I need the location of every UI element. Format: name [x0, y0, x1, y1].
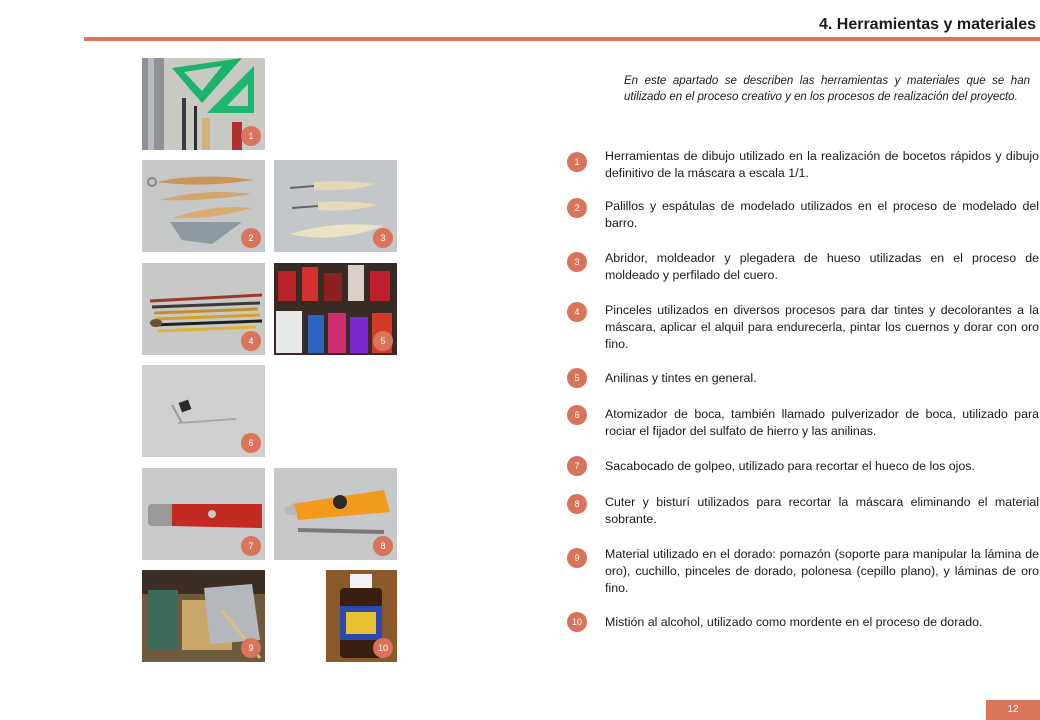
photo-1 [142, 58, 265, 150]
item-number-badge: 7 [567, 456, 587, 476]
photo-8 [274, 468, 397, 560]
item-number-badge: 4 [567, 302, 587, 322]
photo-3 [274, 160, 397, 252]
photo-5 [274, 263, 397, 355]
item-text: Abridor, moldeador y plegadera de hueso utilizadas en el proceso de moldeado y perfilado del cuero. [605, 251, 1039, 282]
header-rule [84, 37, 1040, 41]
item-number-badge: 3 [567, 252, 587, 272]
photo-number-badge: 3 [373, 228, 393, 248]
item-number-badge: 6 [567, 405, 587, 425]
item-number-badge: 10 [567, 612, 587, 632]
item-text: Pinceles utilizados en diversos procesos para dar tintes y decolorantes a la máscara, aplicar el alquil para endurecerla, pintar los cuernos y dorar con oro fino. [605, 303, 1039, 351]
item-text: Palillos y espátulas de modelado utilizados en el proceso de modelado del barro. [605, 199, 1039, 230]
photo-10 [326, 570, 397, 662]
photo-number-badge: 4 [241, 331, 261, 351]
photo-number-badge: 5 [373, 331, 393, 351]
item-text: Atomizador de boca, también llamado pulverizador de boca, utilizado para rociar el fijador del sulfato de hierro y las anilinas. [605, 407, 1039, 438]
item-number-badge: 2 [567, 198, 587, 218]
photo-6 [142, 365, 265, 457]
item-number-badge: 8 [567, 494, 587, 514]
intro-paragraph: En este apartado se describen las herramientas y materiales que se han utilizado en el proceso creativo y en los procesos de realización del proyecto. [624, 75, 1030, 103]
photo-number-badge: 8 [373, 536, 393, 556]
item-text: Anilinas y tintes en general. [605, 371, 757, 385]
photo-number-badge: 10 [373, 638, 393, 658]
item-number-badge: 5 [567, 368, 587, 388]
item-text: Material utilizado en el dorado: pomazón (soporte para manipular la lámina de oro), cuchillo, pinceles de dorado, polonesa (cepillo plano), y láminas de oro fino. [605, 547, 1039, 595]
page-title: 4. Herramientas y materiales [818, 16, 1036, 33]
photo-2 [142, 160, 265, 252]
item-text: Mistión al alcohol, utilizado como mordente en el proceso de dorado. [605, 615, 983, 629]
item-text: Cuter y bisturí utilizados para recortar la máscara eliminando el material sobrante. [605, 495, 1039, 526]
photo-number-badge: 7 [241, 536, 261, 556]
item-number-badge: 1 [567, 152, 587, 172]
photo-9 [142, 570, 265, 662]
photo-number-badge: 6 [241, 433, 261, 453]
photo-7 [142, 468, 265, 560]
item-text: Herramientas de dibujo utilizado en la realización de bocetos rápidos y dibujo definitivo de la máscara a escala 1/1. [605, 149, 1039, 180]
photo-4 [142, 263, 265, 355]
photo-number-badge: 9 [241, 638, 261, 658]
page-number: 12 [986, 700, 1040, 720]
photo-number-badge: 1 [241, 126, 261, 146]
item-number-badge: 9 [567, 548, 587, 568]
item-text: Sacabocado de golpeo, utilizado para recortar el hueco de los ojos. [605, 459, 975, 473]
photo-number-badge: 2 [241, 228, 261, 248]
